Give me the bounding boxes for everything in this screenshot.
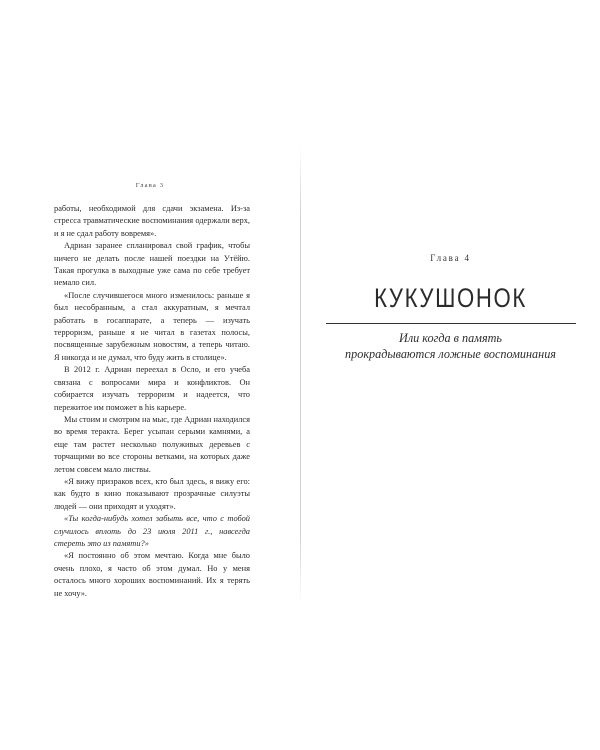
paragraph: работы, необходимой для сдачи экзамена. Из-за стресса травматические воспоминания одержали верх, и я не сдал работу вовремя». <box>54 204 250 238</box>
chapter-label: Глава 4 <box>430 253 471 263</box>
chapter-subtitle <box>301 330 600 362</box>
title-underline <box>326 323 576 324</box>
paragraph-italic-question: «Ты когда-нибудь хотел забыть все, что с тобой случилось вплоть до 23 июля 2011 г., навсегда стереть это из памяти?» <box>54 514 250 548</box>
paragraph: Мы стоим и смотрим на мыс, где Адриан находился во время теракта. Берег усыпан серыми камнями, а еще там растет несколько полуживых деревьев с торчащими во все стороны ветками, на которых даже летом совсем мало листвы. <box>54 414 250 474</box>
paragraph: «После случившегося много изменилось: раньше я был несобранным, а стал аккуратным, я мечтал работать в госаппарате, а теперь — изучать терроризм, раньше я не читал в газетах полосы, посвященные зарубежным новостям, а теперь читаю. Я никогда и не думал, что буду жить в столице». <box>54 290 250 362</box>
subtitle-line-2: прокрадываются ложные воспоминания <box>345 347 556 361</box>
right-page <box>301 0 600 750</box>
body-text <box>54 203 250 600</box>
subtitle-line-1: Или когда в память <box>399 331 502 345</box>
running-head: Глава 3 <box>135 182 165 189</box>
paragraph: «Я вижу призраков всех, кто был здесь, я вижу его: как будто в кино показывают прозрачные силуэты людей — они приходят и уходят». <box>54 476 250 511</box>
chapter-title: КУКУШОНОК <box>374 283 527 313</box>
paragraph: «Я постоянно об этом мечтаю. Когда мне было очень плохо, я часто об этом думал. Но у меня осталось много хороших воспоминаний. Их я терять не хочу». <box>54 551 250 598</box>
paragraph: Адриан заранее спланировал свой график, чтобы ничего не делать после нашей поездки на Утёйю. Такая прогулка в выходные уже сама по себе требует немало сил. <box>54 241 250 288</box>
paragraph: В 2012 г. Адриан переехал в Осло, и его учеба связана с вопросами мира и конфликтов. Он собирается изучать терроризм и надеется, что пережитое им поможет в his карьере. <box>54 365 250 412</box>
